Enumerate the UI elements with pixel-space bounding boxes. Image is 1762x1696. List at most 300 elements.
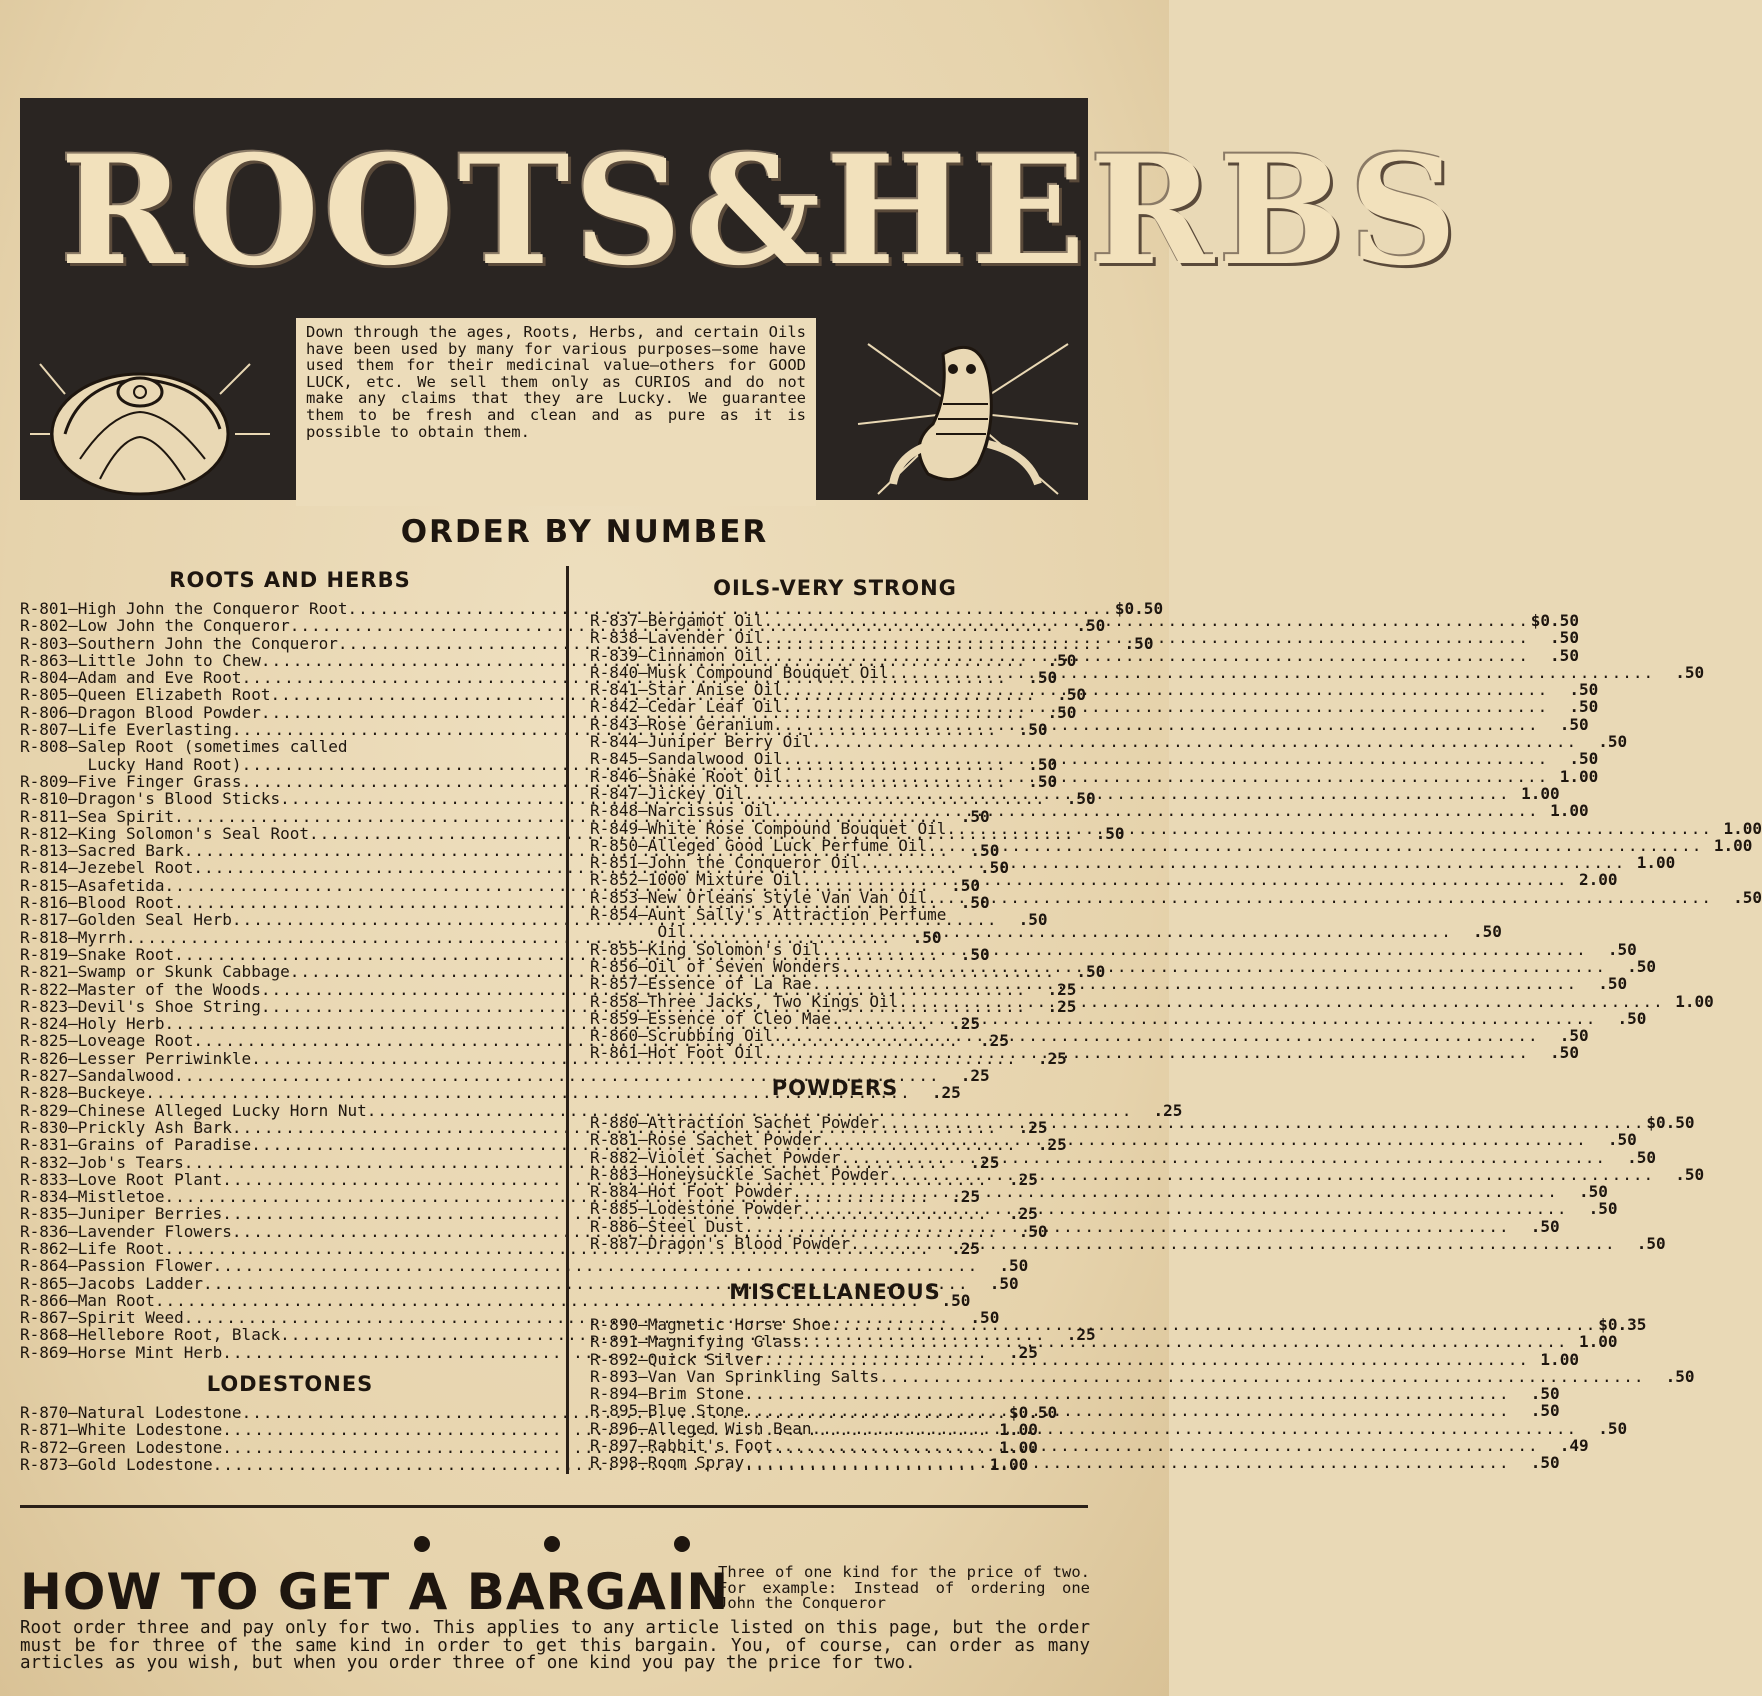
leader-dots: [763, 1351, 1529, 1368]
item-price: .50: [1047, 702, 1077, 722]
list-item: [590, 1199, 1618, 1219]
item-name: Magnetic Horse Shoe: [647, 1315, 831, 1334]
item-price: 1.00: [999, 1437, 1038, 1457]
leader-dots: [812, 1420, 1578, 1440]
item-code: R-861—: [590, 1043, 648, 1063]
item-price: .25: [1008, 1169, 1038, 1189]
item-code: R-814—: [20, 858, 78, 878]
item-code: R-812—: [20, 823, 78, 843]
item-code: R-819—: [20, 944, 78, 964]
item-price: 1.00: [989, 1454, 1029, 1474]
item-price: .50: [1733, 887, 1762, 907]
item-code: R-856—: [590, 956, 648, 976]
item-price: 1.00: [1559, 766, 1599, 786]
item-name: Lavender Flowers: [77, 1221, 232, 1241]
item-code: R-829—: [20, 1100, 78, 1120]
item-name: King Solomon's Oil: [647, 939, 822, 959]
item-code: R-837—: [590, 611, 648, 630]
item-code: R-816—: [20, 893, 78, 913]
item-price: .25: [970, 1152, 1000, 1172]
item-name: White Lodestone: [77, 1420, 223, 1440]
item-code: R-870—: [20, 1403, 78, 1422]
list-item: [590, 1418, 1628, 1440]
item-name: Van Van Sprinkling Salts: [647, 1366, 879, 1386]
item-name: Violet Sachet Powder: [647, 1147, 841, 1167]
item-code: R-832—: [20, 1152, 78, 1172]
leader-dots: [802, 1200, 1568, 1217]
item-price: .50: [1627, 1147, 1657, 1167]
item-name: Hellebore Root, Black: [77, 1325, 281, 1345]
item-price: .50: [1473, 922, 1502, 942]
item-code: R-871—: [20, 1420, 78, 1440]
item-name: Man Root: [77, 1290, 155, 1310]
item-code: R-804—: [20, 668, 78, 688]
item-price: .25: [1037, 1048, 1067, 1068]
item-name: Grains of Paradise: [77, 1135, 252, 1155]
item-price: .50: [1598, 732, 1628, 752]
item-name: Buckeye: [77, 1083, 146, 1103]
item-name: Life Everlasting: [77, 720, 232, 740]
list-item: [590, 1130, 1637, 1150]
item-name: Jezebel Root: [77, 858, 194, 878]
item-name: Master of the Woods: [77, 979, 261, 999]
item-price: .25: [960, 1066, 990, 1086]
list-item: [590, 1113, 1695, 1132]
item-code: R-867—: [20, 1308, 78, 1328]
item-code: R-841—: [590, 680, 648, 700]
item-code: R-863—: [20, 650, 78, 670]
item-code: R-859—: [590, 1008, 648, 1028]
item-name: 1000 Mixture Oil: [647, 870, 802, 890]
item-name: Gold Lodestone: [77, 1454, 213, 1474]
item-price: 1.00: [1540, 1349, 1579, 1369]
item-code: R-850—: [590, 835, 648, 855]
item-code: R-873—: [20, 1454, 78, 1474]
miscellaneous-heading: MISCELLANEOUS: [729, 1280, 941, 1304]
item-price: .50: [1057, 685, 1087, 705]
item-code: R-857—: [590, 974, 648, 994]
list-item: [590, 732, 1628, 752]
item-name: Life Root: [77, 1238, 165, 1258]
item-price: .50: [1076, 616, 1106, 636]
list-item: [20, 1256, 1029, 1276]
list-item: [590, 1366, 1695, 1386]
list-item: [590, 870, 1618, 890]
item-name: Southern John the Conqueror: [77, 633, 338, 653]
item-price: .25: [1047, 979, 1077, 999]
item-name: White Rose Compound Bouquet Oil: [647, 818, 947, 838]
list-item: [590, 1453, 1560, 1474]
list-item: [590, 662, 1705, 682]
item-name: Chinese Alleged Lucky Horn Nut: [77, 1100, 367, 1120]
item-price: .50: [1550, 645, 1579, 665]
item-code: R-847—: [590, 783, 648, 803]
item-name: Lavender Oil: [647, 628, 764, 648]
list-item: [590, 801, 1589, 821]
item-code: R-821—: [20, 962, 78, 982]
item-price: .50: [1578, 1182, 1608, 1202]
leader-dots: [783, 681, 1549, 698]
list-item: [590, 1349, 1579, 1369]
item-name: Room Spray: [647, 1453, 745, 1473]
list-item: [590, 645, 1579, 665]
leader-dots: [763, 612, 1529, 629]
item-price: .50: [1607, 1130, 1637, 1150]
oils-list: [590, 611, 1762, 1063]
list-item: [590, 628, 1579, 648]
item-price: $0.50: [1646, 1113, 1695, 1132]
leader-dots: [686, 923, 1452, 940]
item-code: R-833—: [20, 1169, 78, 1189]
item-price: .50: [960, 806, 990, 826]
item-name: Low John the Conqueror: [77, 616, 290, 636]
item-code: R-886—: [590, 1216, 648, 1236]
list-item: [590, 974, 1628, 994]
bullet-ornament: [0, 1536, 1169, 1556]
leader-dots: [744, 785, 1510, 802]
item-price: .50: [1569, 697, 1599, 717]
item-code: R-835—: [20, 1204, 78, 1224]
item-code: R-891—: [590, 1332, 648, 1352]
item-code: R-818—: [20, 927, 78, 947]
item-code: R-851—: [590, 853, 648, 873]
leader-dots: [773, 716, 1539, 733]
order-by-number-heading: ORDER BY NUMBER: [400, 514, 769, 550]
item-price: .50: [960, 893, 990, 913]
item-price: .25: [1037, 1135, 1067, 1155]
item-code: R-810—: [20, 789, 78, 809]
leader-dots: [937, 837, 1703, 854]
item-name: Rose Sachet Powder: [647, 1130, 822, 1150]
item-price: .50: [1076, 962, 1106, 982]
list-item: [590, 1008, 1647, 1028]
item-code: R-854—: [590, 905, 648, 925]
oils-heading: OILS-VERY STRONG: [713, 576, 957, 600]
leader-dots: [763, 1044, 1529, 1061]
item-name: Five Finger Grass: [77, 771, 242, 791]
list-item: [590, 1401, 1560, 1422]
item-code: R-883—: [590, 1164, 648, 1184]
item-price: .50: [1530, 1401, 1560, 1421]
item-name: Brim Stone: [647, 1384, 745, 1404]
list-item: [590, 1043, 1579, 1063]
item-price: .49: [1559, 1436, 1589, 1456]
item-name: Natural Lodestone: [77, 1403, 242, 1422]
item-code: R-893—: [590, 1366, 648, 1386]
item-name: Jacobs Ladder: [77, 1273, 204, 1293]
item-price: 1.00: [1521, 783, 1560, 803]
item-name: Lodestone Powder: [647, 1199, 802, 1219]
item-name: Love Root Plant: [77, 1169, 223, 1189]
item-code: R-836—: [20, 1221, 78, 1241]
list-item: [590, 922, 1502, 942]
item-code: R-803—: [20, 633, 78, 653]
item-code: R-896—: [590, 1418, 648, 1438]
item-name: Devil's Shoe String: [77, 996, 261, 1016]
item-price: .50: [1569, 749, 1599, 769]
item-name: Cinnamon Oil: [647, 645, 764, 665]
leader-dots: [831, 1010, 1597, 1027]
leader-dots: [792, 1183, 1558, 1200]
item-code: R-834—: [20, 1187, 78, 1207]
item-code: R-897—: [590, 1436, 648, 1456]
leader-dots: [850, 1235, 1616, 1252]
bargain-body-text: Root order three and pay only for two. This applies to any article listed on this page, but the order must be for three of the same kind in order to get this bargain. You, of course, can order as many articles as you wish, but when you order three of one kind you pay the price for two.: [20, 1618, 1090, 1673]
roots-herbs-heading: ROOTS AND HERBS: [169, 568, 411, 592]
bullet-dot: [544, 1536, 560, 1552]
column-divider: [566, 566, 569, 1474]
leader-dots: [802, 871, 1568, 888]
item-name: Blood Root: [77, 893, 175, 913]
item-price: .25: [1008, 1342, 1038, 1362]
item-price: .50: [1588, 1199, 1618, 1219]
item-price: .50: [1095, 823, 1125, 843]
leader-dots: [879, 1368, 1645, 1385]
list-item: [590, 714, 1589, 734]
item-price: .50: [941, 1290, 971, 1310]
item-name: John the Conqueror Oil: [647, 853, 860, 873]
list-item: [590, 1315, 1647, 1334]
item-code: R-858—: [590, 991, 648, 1011]
item-price: .50: [1018, 720, 1048, 740]
item-code: R-881—: [590, 1130, 648, 1150]
item-name: Spirit Weed: [77, 1308, 184, 1328]
leader-dots: [879, 1114, 1645, 1131]
item-name: Quick Silver: [647, 1349, 764, 1369]
item-code: R-827—: [20, 1066, 78, 1086]
item-name: Essence of La Rae: [647, 974, 812, 994]
item-price: .50: [1598, 1418, 1628, 1438]
item-name: Snake Root: [77, 944, 175, 964]
item-code: R-839—: [590, 645, 648, 665]
item-name: Attraction Sachet Powder: [647, 1113, 879, 1132]
intro-text: Down through the ages, Roots, Herbs, and certain Oils have been used by many for various purposes—some have used them for their medicinal value—others for GOOD LUCK, etc. We sell them only as CURIOS and do not make any claims that they are Lucky. We guarantee them to be fresh and clean and as pure as it is possible to obtain them.: [296, 318, 816, 506]
item-price: .25: [951, 1187, 981, 1207]
item-price: .50: [989, 1273, 1019, 1293]
item-name: Hot Foot Powder: [647, 1182, 793, 1202]
item-code: R-865—: [20, 1273, 78, 1293]
item-code: R-805—: [20, 685, 78, 705]
item-code: R-844—: [590, 732, 648, 752]
item-name: Passion Flower: [77, 1256, 213, 1276]
item-price: .50: [1530, 1216, 1560, 1236]
item-name: New Orleans Style Van Van Oil..: [647, 887, 947, 907]
item-name: Lesser Perriwinkle: [77, 1048, 252, 1068]
list-item: [590, 991, 1714, 1011]
item-code: R-869—: [20, 1342, 78, 1362]
item-price: .50: [1018, 910, 1048, 930]
item-price: .50: [1559, 714, 1589, 734]
item-name: Steel Dust: [647, 1216, 745, 1236]
item-name: Essence of Cleo Mae: [647, 1008, 831, 1028]
item-name: Salep Root (sometimes called: [77, 737, 348, 757]
leader-dots: [889, 1166, 1655, 1183]
item-code: R-826—: [20, 1048, 78, 1068]
item-price: .50: [1530, 1453, 1560, 1473]
powders-list: [590, 1113, 1705, 1254]
item-name: Green Lodestone: [77, 1437, 223, 1457]
bargain-heading: HOW TO GET A BARGAIN: [20, 1563, 730, 1621]
hand-root-illustration: [838, 324, 1088, 500]
item-price: 1.00: [1713, 835, 1753, 855]
item-price: $0.50: [1008, 1403, 1058, 1422]
item-name: Horse Mint Herb: [77, 1342, 223, 1362]
leader-dots: [773, 802, 1539, 819]
item-price: .25: [951, 1014, 981, 1034]
item-name: Three Jacks, Two Kings Oil: [647, 991, 899, 1011]
item-code: R-802—: [20, 616, 78, 636]
item-code: R-840—: [590, 662, 648, 682]
item-code: R-831—: [20, 1135, 78, 1155]
leader-dots: [946, 889, 1712, 906]
list-item: [590, 1234, 1666, 1254]
item-price: .50: [1028, 754, 1058, 774]
item-code: R-860—: [590, 1026, 648, 1046]
item-code: R-864—: [20, 1256, 78, 1276]
item-name: King Solomon's Seal Root: [77, 823, 309, 843]
item-code: R-894—: [590, 1384, 648, 1404]
item-code: R-807—: [20, 720, 78, 740]
leader-dots: [763, 647, 1529, 664]
item-price: .25: [951, 1238, 981, 1258]
item-name: Queen Elizabeth Root: [77, 685, 271, 705]
item-price: [1712, 906, 1762, 923]
leader-dots: [831, 1316, 1597, 1333]
list-item: [590, 749, 1599, 769]
item-code: R-849—: [590, 818, 648, 838]
item-price: .50: [1550, 628, 1579, 648]
item-name: Narcissus Oil: [647, 801, 774, 821]
list-item: [20, 1100, 1183, 1120]
item-name: Snake Root Oil: [647, 766, 783, 786]
leader-dots: [946, 820, 1712, 837]
item-name: Musk Compound Bouquet Oil: [647, 662, 889, 682]
item-price: .50: [970, 841, 1000, 861]
item-price: 2.00: [1578, 870, 1618, 890]
item-code: R-880—: [590, 1113, 648, 1132]
item-name: Juniper Berry Oil: [647, 732, 812, 752]
item-code: R-806—: [20, 702, 78, 722]
item-code: R-892—: [590, 1349, 648, 1369]
item-price: .50: [999, 1256, 1029, 1276]
item-price: .50: [1665, 1366, 1695, 1386]
item-name: Asafetida: [77, 875, 165, 895]
item-code: R-898—: [590, 1453, 648, 1473]
item-name: Aunt Sally's Attraction Perfume: [647, 905, 947, 925]
item-code: R-866—: [20, 1290, 78, 1310]
item-name: Cedar Leaf Oil: [647, 697, 783, 717]
item-price: .25: [1066, 1325, 1096, 1345]
item-price: .25: [1047, 996, 1077, 1016]
item-name: Dragon's Blood Powder: [647, 1234, 851, 1254]
item-name: Magnifying Glass: [647, 1332, 802, 1352]
leader-dots: [821, 1131, 1587, 1148]
item-price: .50: [912, 927, 942, 947]
item-name: Sandalwood: [77, 1066, 175, 1086]
list-item: [590, 680, 1599, 700]
item-price: .50: [1559, 1026, 1589, 1046]
item-name: Swamp or Skunk Cabbage: [77, 962, 290, 982]
item-name: Dragon's Blood Sticks: [77, 789, 281, 809]
bargain-side-text: Three of one kind for the price of two. For example: Instead of ordering one John the Conqueror: [718, 1563, 1090, 1612]
item-code: [590, 923, 657, 940]
item-code: R-824—: [20, 1014, 78, 1034]
item-code: R-815—: [20, 875, 78, 895]
leader-dots: [773, 1437, 1539, 1457]
leader-dots: [812, 975, 1578, 992]
item-price: 1.00: [1550, 801, 1589, 821]
item-code: R-843—: [590, 714, 648, 734]
miscellaneous-list: [590, 1315, 1695, 1473]
item-name: Lucky Hand Root): [87, 754, 242, 774]
item-name: Star Anise Oil: [647, 680, 783, 700]
bullet-dot: [674, 1536, 690, 1552]
list-item: [590, 1384, 1560, 1404]
item-name: Oil of Seven Wonders: [647, 956, 841, 976]
item-code: R-884—: [590, 1182, 648, 1202]
list-item: [590, 956, 1657, 976]
item-price: .25: [1153, 1100, 1183, 1120]
item-price: .50: [1607, 939, 1637, 959]
item-code: R-853—: [590, 887, 648, 907]
list-item: [590, 1147, 1657, 1167]
item-code: R-890—: [590, 1315, 648, 1334]
item-name: Juniper Berries: [77, 1204, 223, 1224]
item-price: 1.00: [999, 1420, 1038, 1440]
leader-dots: [783, 768, 1549, 785]
item-code: R-842—: [590, 697, 648, 717]
item-name: Adam and Eve Root: [77, 668, 242, 688]
item-name: Mistletoe: [77, 1187, 165, 1207]
leader-dots: [840, 958, 1606, 975]
lodestones-heading: LODESTONES: [206, 1372, 374, 1396]
item-name: Job's Tears: [77, 1152, 184, 1172]
item-price: .50: [1636, 1234, 1666, 1254]
item-code: R-822—: [20, 979, 78, 999]
item-name: Sacred Bark: [77, 841, 184, 861]
item-price: .50: [1550, 1043, 1579, 1063]
item-code: R-825—: [20, 1031, 78, 1051]
item-code: R-868—: [20, 1325, 78, 1345]
item-price: .25: [980, 1031, 1009, 1051]
item-name: Bergamot Oil: [647, 611, 764, 630]
leader-dots: [860, 854, 1626, 871]
item-name: Alleged Good Luck Perfume Oil.: [647, 835, 937, 855]
leader-dots: [783, 698, 1549, 715]
leader-dots: [783, 750, 1549, 767]
leader-dots: [763, 629, 1529, 646]
item-code: R-813—: [20, 841, 78, 861]
bottom-rule: [20, 1505, 1088, 1508]
item-name: Blue Stone: [647, 1401, 745, 1421]
leader-dots: [744, 1218, 1510, 1235]
list-item: [590, 906, 1090, 923]
item-price: .50: [1569, 680, 1599, 700]
item-price: .50: [1066, 789, 1096, 809]
leader-dots: [821, 941, 1587, 958]
item-price: 1.00: [1675, 991, 1714, 1011]
item-name: Sea Spirit: [77, 806, 175, 826]
item-price: .50: [1675, 662, 1705, 682]
item-price: .50: [1617, 1008, 1647, 1028]
item-price: 1.00: [1578, 1332, 1618, 1352]
list-item: [590, 1026, 1589, 1046]
item-name: Scrubbing Oil: [647, 1026, 774, 1046]
item-name: Oil: [657, 922, 687, 942]
leader-dots: [744, 1402, 1510, 1422]
item-price: $0.35: [1598, 1315, 1647, 1334]
item-code: R-845—: [590, 749, 648, 769]
